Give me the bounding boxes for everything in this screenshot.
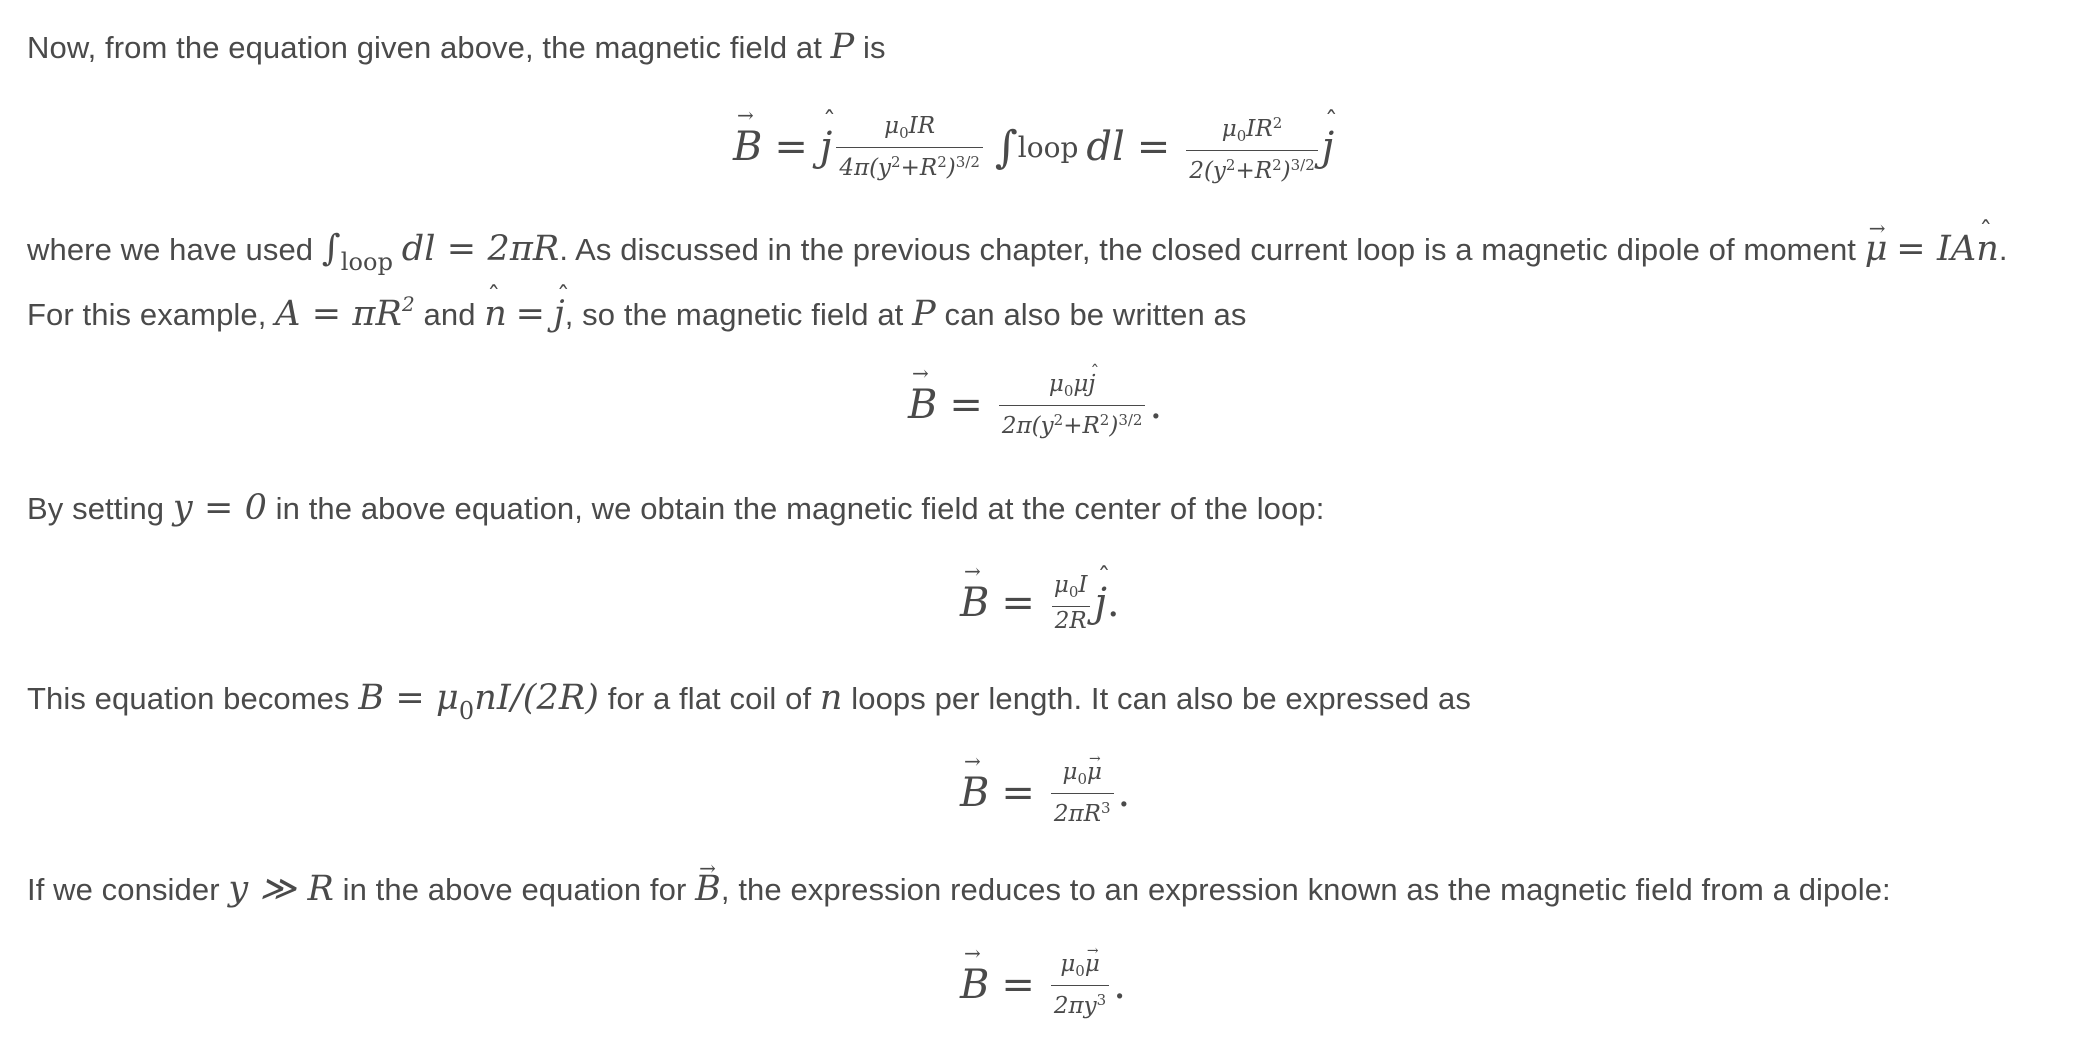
paragraph-text: , so the magnetic field at — [564, 297, 913, 332]
paragraph-text: For this example, — [27, 297, 276, 332]
paragraph-flat-coil: This equation becomes $B = \mu_0nI/(2R)$ for a flat coil of n loops per length. It can also be expressed as — [27, 678, 1471, 725]
math-inline: A = πR — [275, 294, 402, 334]
paragraph-text: . — [1998, 232, 2008, 267]
math-equals: = — [1001, 580, 1035, 626]
equation-field-dipole-far: → B = $\frac{\mu_0\to \mu}{2\pi y^3}$ . — [960, 950, 1126, 1020]
math-b-vector: → B — [695, 862, 721, 916]
math-b-vector: → B — [960, 770, 989, 816]
paragraph-text: and — [414, 297, 485, 332]
paragraph-text: in the above equation for — [333, 872, 696, 907]
paragraph-text: in the above equation, we obtain the magnetic field at the center of the loop: — [266, 491, 1325, 526]
paragraph-text: loops per length. It can also be expressed as — [842, 681, 1471, 716]
paragraph-center — [27, 481, 1324, 536]
math-var-n: n — [819, 678, 843, 718]
math-inline: = — [515, 294, 546, 334]
math-integral-subscript: loop — [1017, 130, 1079, 164]
math-dl: dl — [1086, 124, 1125, 170]
paragraph-text: By setting — [27, 491, 173, 526]
math-b-vector: → B — [960, 580, 989, 626]
paragraph-example: For this example, $A = \pi R^2$ and ˆ n = ˆ j, so the magnetic field at P can also be written as — [27, 277, 1247, 342]
math-inline: B = μ — [358, 678, 459, 718]
paragraph-far-field — [27, 862, 1891, 917]
math-fraction: $\frac{\mu_0IR^2}{2(y^2+R^2)^{3/2}}$ — [1186, 110, 1317, 184]
math-b-vector: → B — [908, 382, 937, 428]
paragraph-text: where we have used — [27, 232, 322, 267]
math-equals: = — [1001, 770, 1035, 816]
math-n-hat: ˆ n — [1976, 222, 1999, 276]
math-inline: = IA — [1896, 229, 1977, 269]
math-integral-subscript: loop — [340, 248, 394, 276]
paragraph-text: Now, from the equation given above, the magnetic field at — [27, 30, 831, 65]
math-var-p: P — [830, 27, 855, 67]
math-mu-vector: → μ — [1865, 222, 1888, 276]
math-equals: = — [774, 124, 808, 170]
math-integral-sign: ∫ — [994, 121, 1018, 173]
math-fraction: $\frac{\mu_0\to \mu}{2\pi R^3}$ — [1051, 759, 1114, 827]
paragraph-text: This equation becomes — [27, 681, 359, 716]
equation-field-center: → B = $\frac{\mu_0I}{2R}$ ˆ j . — [960, 568, 1120, 638]
math-var-p: P — [912, 294, 936, 334]
math-j-hat: ˆ j — [820, 124, 832, 170]
math-inline: y = 0 — [172, 488, 267, 528]
paragraph-text: . As discussed in the previous chapter, the closed current loop is a magnetic dipole of moment — [559, 232, 1865, 267]
math-fraction: $\frac{\mu_0\to \mu}{2\pi y^3}$ — [1051, 951, 1109, 1019]
math-n-hat: ˆ n — [484, 287, 507, 341]
math-inline: y ≫ R — [228, 869, 334, 909]
math-fraction: $\frac{\mu_0IR}{4\pi(y^2+R^2)^{3/2}}$ — [836, 113, 983, 181]
math-fraction: $\frac{\mu_0\mu ˆ j}{2\pi(y^2+R^2)^{3/2}}$ — [999, 371, 1146, 439]
paragraph-text: for a flat coil of — [599, 681, 820, 716]
math-j-hat: ˆ j — [1095, 580, 1107, 626]
equation-field-at-p — [733, 112, 1334, 182]
math-fraction: $\frac{\mu_0I}{2R}$ — [1051, 572, 1091, 634]
math-integral-sign: ∫ — [321, 228, 341, 269]
math-b-vector: → B — [960, 962, 989, 1008]
math-j-hat: ˆ j — [554, 287, 565, 341]
math-inline: dl = 2πR — [401, 229, 560, 269]
math-equals: = — [1136, 124, 1171, 170]
math-b-vector: → B — [733, 124, 762, 170]
math-inline: nI/(2R) — [474, 678, 600, 718]
math-equals: = — [949, 382, 983, 428]
paragraph-text: , the expression reduces to an expression known as the magnetic field from a dipole: — [720, 872, 1891, 907]
paragraph-text: is — [854, 30, 886, 65]
math-equals: = — [1001, 962, 1035, 1008]
math-j-hat: ˆ j — [1322, 124, 1334, 170]
equation-field-dipole-moment: → B = $\frac{\mu_0\mu ˆ j}{2\pi(y^2+R^2)^{3/2}}$ . — [908, 370, 1162, 440]
paragraph-text: can also be written as — [935, 297, 1247, 332]
equation-field-moment-center: → B = $\frac{\mu_0\to \mu}{2\pi R^3}$ . — [960, 758, 1130, 828]
paragraph-intro — [27, 20, 886, 75]
paragraph-text: If we consider — [27, 872, 229, 907]
